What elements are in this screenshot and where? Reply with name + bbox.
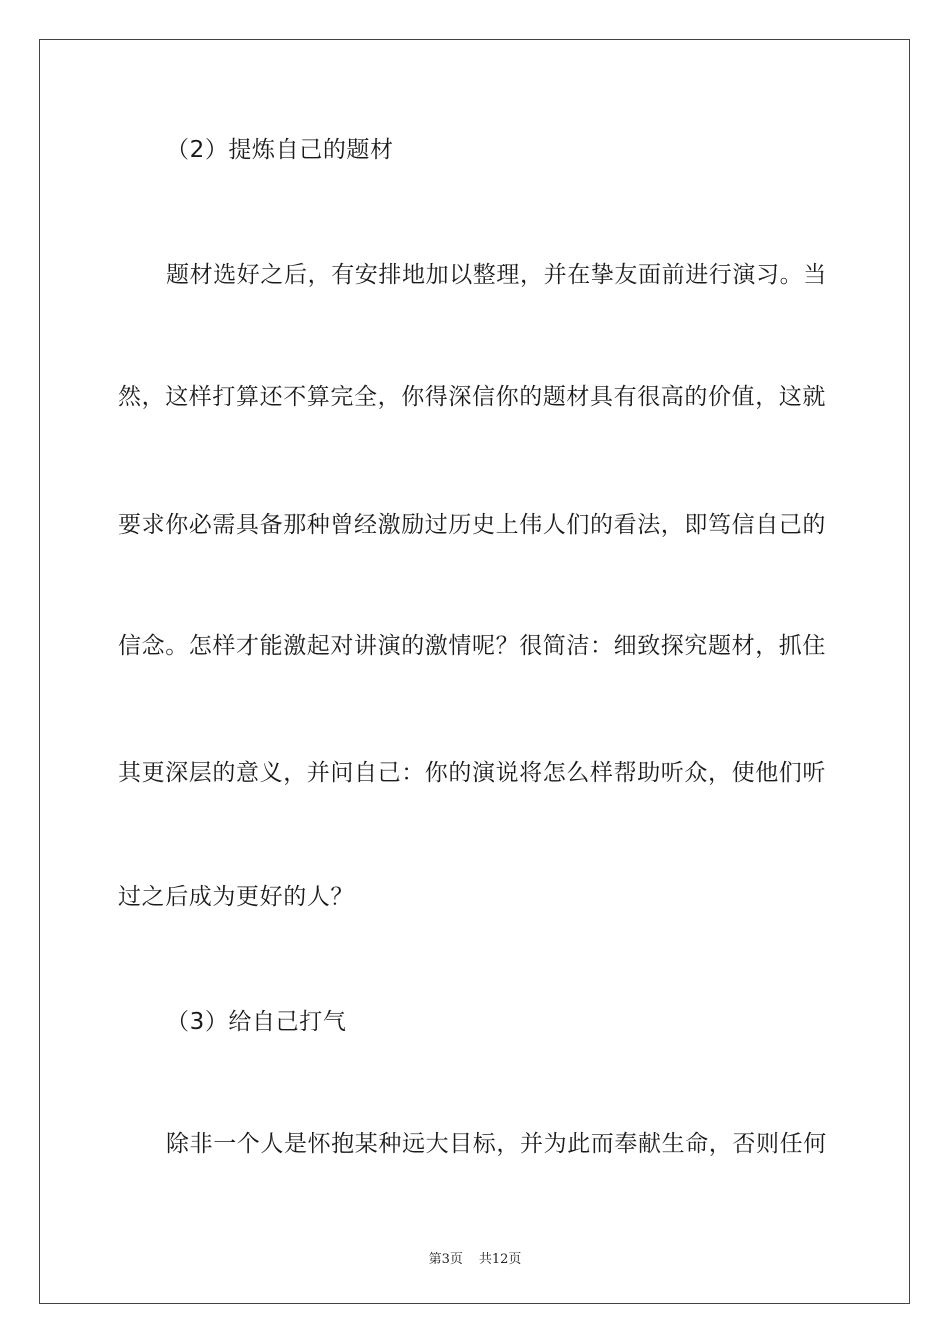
paragraph-line: 其更深层的意义，并问自己：你的演说将怎么样帮助听众，使他们听 (118, 760, 826, 786)
page-border (39, 39, 910, 1304)
section-heading-2: （2）提炼自己的题材 (166, 137, 394, 163)
section-heading-3: （3）给自己打气 (166, 1009, 347, 1035)
paragraph-line: 除非一个人是怀抱某种远大目标，并为此而奉献生命，否则任何 (166, 1131, 827, 1157)
paragraph-line: 然，这样打算还不算完全，你得深信你的题材具有很高的价值，这就 (118, 384, 826, 410)
page-number-current: 第3页 (428, 1252, 463, 1267)
paragraph-line: 信念。怎样才能激起对讲演的激情呢？很简洁：细致探究题材，抓住 (118, 633, 826, 659)
page-footer (0, 1248, 950, 1267)
paragraph-line: 题材选好之后，有安排地加以整理，并在挚友面前进行演习。当 (166, 262, 827, 288)
paragraph-line: 过之后成为更好的人？ (118, 884, 354, 910)
page-number-total: 共12页 (478, 1252, 522, 1267)
paragraph-line: 要求你必需具备那种曾经激励过历史上伟人们的看法，即笃信自己的 (118, 512, 826, 538)
